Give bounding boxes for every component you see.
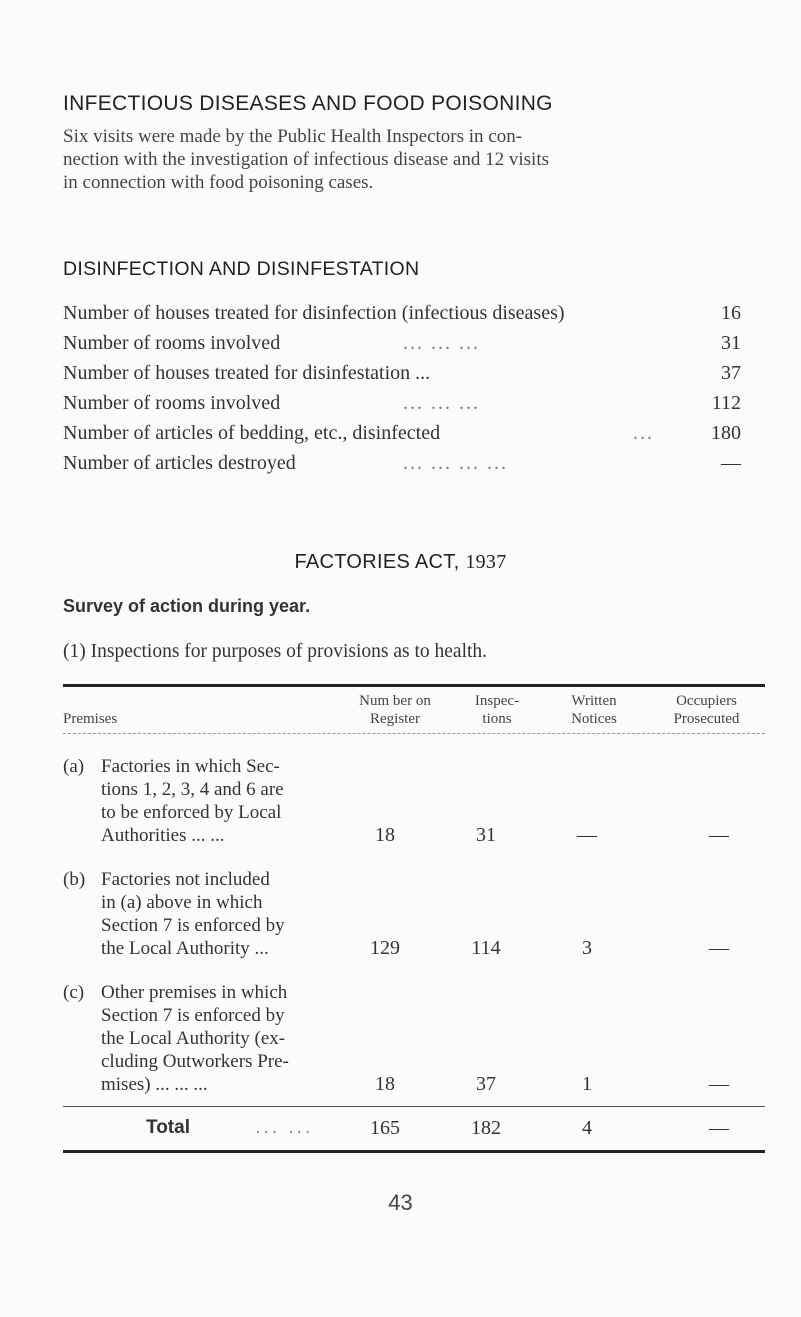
list-item — [63, 330, 741, 360]
cell-register: 129 — [370, 937, 400, 959]
survey-heading: Survey of action during year. — [63, 596, 311, 616]
factories-title — [0, 551, 801, 574]
item-value: 31 — [721, 332, 741, 354]
total-label — [146, 1117, 313, 1139]
item-label: Number of houses treated for disinfection (infectious diseases) — [63, 302, 565, 324]
header-premises: Premises — [63, 711, 118, 727]
page-number: 43 — [388, 1190, 413, 1215]
item-value: 180 — [711, 422, 741, 444]
cell-register: 18 — [375, 1073, 395, 1095]
total-notices: 4 — [582, 1117, 592, 1139]
row-premises — [101, 755, 341, 847]
header-line: Num ber on — [359, 693, 431, 709]
total-prosecuted: — — [709, 1117, 729, 1139]
disinfection-title: DISINFECTION AND DISINFESTATION — [63, 258, 420, 280]
total-leader: ... ... — [255, 1117, 314, 1138]
row-line: tions 1, 2, 3, 4 and 6 are — [101, 779, 284, 800]
cell-inspections: 31 — [476, 824, 496, 846]
page-title: INFECTIOUS DISEASES AND FOOD POISONING — [63, 92, 553, 115]
header-line: tions — [482, 711, 512, 727]
factories-year: 1937 — [465, 551, 507, 573]
item-label: Number of rooms involved — [63, 332, 281, 354]
row-line: Factories in which Sec- — [101, 756, 280, 777]
row-line: Factories not included — [101, 869, 270, 890]
cell-notices: 1 — [582, 1073, 592, 1095]
intro-line: Six visits were made by the Public Health Inspectors in con- — [63, 126, 523, 147]
total-register: 165 — [370, 1117, 400, 1139]
item-label: Number of rooms involved — [63, 392, 281, 414]
row-line: in (a) above in which — [101, 892, 263, 913]
item-leader: ... ... ... ... — [403, 452, 508, 474]
list-item — [63, 360, 741, 390]
cell-inspections: 37 — [476, 1073, 496, 1095]
header-prosecuted — [649, 692, 764, 728]
list-item — [63, 300, 741, 330]
header-line: Inspec- — [474, 693, 520, 709]
item-value: 112 — [711, 392, 741, 414]
item-label: Number of articles destroyed — [63, 452, 296, 474]
intro-paragraph — [63, 125, 753, 194]
item-label: Number of articles of bedding, etc., disinfected — [63, 422, 441, 444]
row-line: Section 7 is enforced by — [101, 1005, 285, 1026]
cell-prosecuted: — — [709, 1073, 729, 1095]
header-inspections — [457, 692, 537, 728]
row-line: the Local Authority (ex- — [101, 1028, 286, 1049]
list-item — [63, 420, 741, 450]
row-line: Authorities ... ... — [101, 825, 225, 846]
row-premises — [101, 868, 341, 960]
row-line: to be enforced by Local — [101, 802, 282, 823]
cell-inspections: 114 — [471, 937, 501, 959]
header-rule — [63, 733, 765, 734]
row-letter: (b) — [63, 869, 86, 890]
header-line: Register — [370, 711, 420, 727]
item-label: Number of houses treated for disinfestation ... — [63, 362, 431, 384]
list-item — [63, 390, 741, 420]
cell-notices: 3 — [582, 937, 592, 959]
header-notices — [549, 692, 639, 728]
header-line: Occupiers — [676, 693, 737, 709]
disinfection-list — [63, 300, 741, 480]
total-label-text: Total — [146, 1117, 190, 1138]
row-line: mises) ... ... ... — [101, 1074, 208, 1095]
cell-register: 18 — [375, 824, 395, 846]
row-letter: (a) — [63, 756, 85, 777]
inspections-heading: (1) Inspections for purposes of provisions as to health. — [63, 641, 488, 662]
item-leader: ... ... ... — [403, 392, 480, 414]
total-inspections: 182 — [471, 1117, 501, 1139]
item-value: 16 — [721, 302, 741, 324]
header-line: Notices — [571, 711, 617, 727]
total-rule — [63, 1106, 765, 1107]
table-top-rule — [63, 684, 765, 687]
cell-notices: — — [577, 824, 597, 846]
row-line: the Local Authority ... — [101, 938, 269, 959]
row-line: cluding Outworkers Pre- — [101, 1051, 289, 1072]
intro-line: in connection with food poisoning cases. — [63, 172, 374, 193]
row-line: Section 7 is enforced by — [101, 915, 285, 936]
row-premises — [101, 981, 341, 1096]
cell-prosecuted: — — [709, 937, 729, 959]
item-value: 37 — [721, 362, 741, 384]
header-line: Written — [571, 693, 617, 709]
row-line: Other premises in which — [101, 982, 288, 1003]
intro-line: nection with the investigation of infectious disease and 12 visits — [63, 149, 549, 170]
header-register — [345, 692, 445, 728]
cell-prosecuted: — — [709, 824, 729, 846]
row-letter: (c) — [63, 982, 85, 1003]
factories-title-text: FACTORIES ACT, — [294, 551, 460, 573]
item-leader: ... ... ... — [403, 332, 480, 354]
list-item — [63, 450, 741, 480]
table-bottom-rule — [63, 1150, 765, 1153]
header-line: Prosecuted — [673, 711, 740, 727]
item-leader: ... — [633, 422, 654, 444]
item-value: — — [721, 452, 741, 474]
